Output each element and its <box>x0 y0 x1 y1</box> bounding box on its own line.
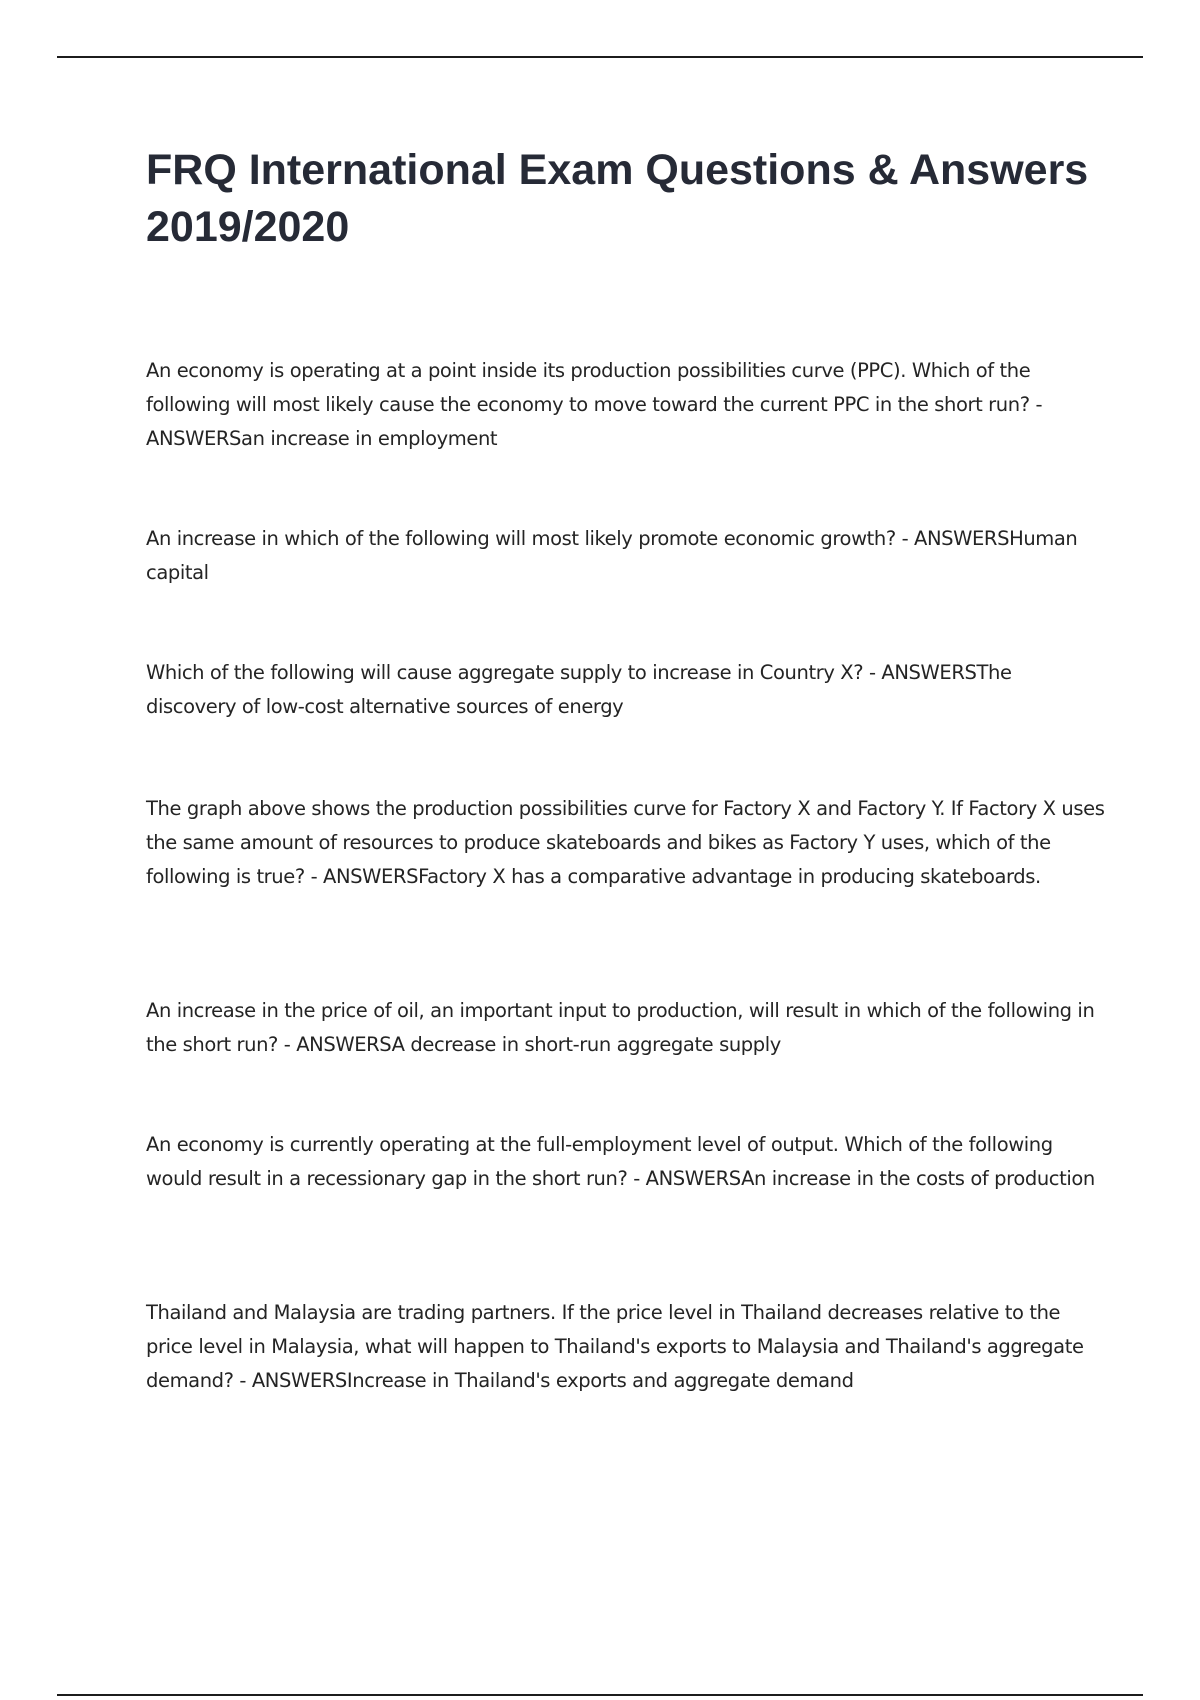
question-text: Which of the following will cause aggregate supply to increase in Country X? <box>146 661 864 684</box>
question-text: An economy is operating at a point inside its production possibilities curve (PPC). Which of the following will most likely cause the economy to move toward the current PPC in the short run? <box>146 359 1031 416</box>
question-text: The graph above shows the production possibilities curve for Factory X and Factory Y. If Factory X uses the same amount of resources to produce skateboards and bikes as Factory Y uses, which of the following is true? <box>146 797 1105 888</box>
document-title: FRQ International Exam Questions & Answers 2019/2020 <box>146 146 1089 251</box>
answer-text: A decrease in short-run aggregate supply <box>391 1033 781 1056</box>
qa-item-6: An economy is currently operating at the full-employment level of output. Which of the following would result in a recessionary gap in the short run? - ANSWERSAn increase in the costs of production <box>146 1133 1095 1190</box>
answer-label: ANSWERS <box>251 1369 347 1392</box>
qa-item-7: Thailand and Malaysia are trading partners. If the price level in Thailand decreases relative to the price level in Malaysia, what will happen to Thailand's exports to Malaysia and Thailand's aggregate demand? - ANSWERSIncrease in Thailand's exports and aggregate demand <box>146 1301 1084 1392</box>
qa-item-4: The graph above shows the production possibilities curve for Factory X and Factory Y. If Factory X uses the same amount of resources to produce skateboards and bikes as Factory Y uses, which of the following is true? - ANSWERSFactory X has a comparative advantage in producing skateboards. <box>146 797 1105 888</box>
answer-text: An increase in the costs of production <box>741 1167 1095 1190</box>
answer-text: an increase in employment <box>241 427 498 450</box>
qa-item-3: Which of the following will cause aggregate supply to increase in Country X? - ANSWERSThe discovery of low-cost alternative sources of energy <box>146 661 1012 718</box>
answer-text: Human capital <box>146 527 1078 584</box>
answer-label: ANSWERS <box>914 527 1010 550</box>
question-text: An increase in the price of oil, an important input to production, will result in which of the following in the short run? <box>146 999 1095 1056</box>
answer-text: The discovery of low-cost alternative sources of energy <box>146 661 1012 718</box>
top-rule <box>57 56 1143 58</box>
answer-text: Factory X has a comparative advantage in producing skateboards. <box>418 865 1041 888</box>
answer-text: Increase in Thailand's exports and aggregate demand <box>346 1369 854 1392</box>
answer-label: ANSWERS <box>323 865 419 888</box>
question-text: Thailand and Malaysia are trading partners. If the price level in Thailand decreases relative to the price level in Malaysia, what will happen to Thailand's exports to Malaysia and Thailand's aggregate demand? <box>146 1301 1084 1392</box>
answer-label: ANSWERS <box>645 1167 742 1190</box>
answer-label: ANSWERS <box>146 427 242 450</box>
qa-item-2: An increase in which of the following will most likely promote economic growth? - ANSWERSHuman capital <box>146 527 1078 584</box>
qa-item-1: An economy is operating at a point inside its production possibilities curve (PPC). Which of the following will most likely cause the economy to move toward the current PPC in the short run? - ANSWERSan increase in employment <box>146 359 1043 450</box>
answer-label: ANSWERS <box>881 661 977 684</box>
question-text: An increase in which of the following will most likely promote economic growth? <box>146 527 896 550</box>
bottom-rule <box>57 1694 1143 1696</box>
question-text: An economy is currently operating at the full-employment level of output. Which of the following would result in a recessionary gap in the short run? <box>146 1133 1053 1190</box>
qa-item-5: An increase in the price of oil, an important input to production, will result in which of the following in the short run? - ANSWERSA decrease in short-run aggregate supply <box>146 999 1095 1056</box>
answer-label: ANSWERS <box>296 1033 392 1056</box>
